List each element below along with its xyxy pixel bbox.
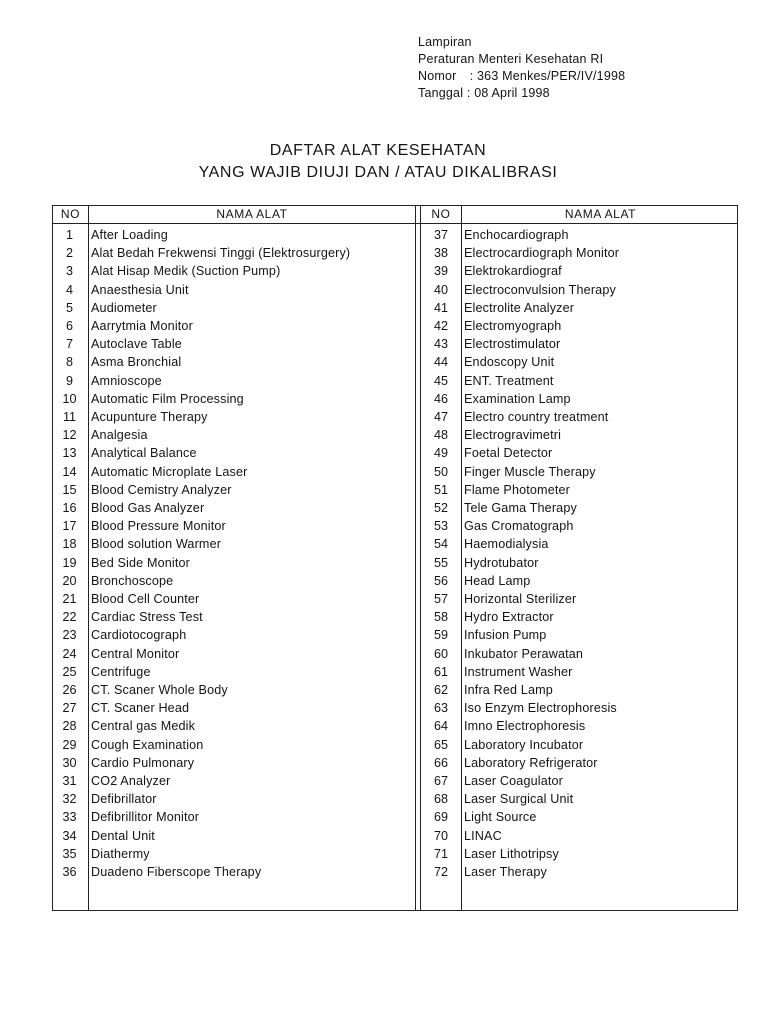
item-name: Elektrokardiograf [464, 264, 562, 279]
item-name: Laser Lithotripsy [464, 846, 559, 861]
table-row [53, 262, 737, 280]
item-number: 40 [433, 282, 448, 297]
item-number: 53 [433, 519, 448, 534]
item-number: 57 [433, 592, 448, 606]
item-name: Blood Pressure Monitor [91, 519, 226, 534]
item-number: 15 [62, 482, 77, 497]
item-name: Autoclave Table [91, 337, 182, 352]
item-number: 7 [65, 337, 73, 352]
item-number: 11 [62, 410, 77, 424]
table-row [53, 808, 737, 826]
table-row [53, 226, 737, 244]
item-name: Finger Muscle Therapy [464, 464, 596, 479]
item-number: 38 [433, 246, 448, 261]
table-row [53, 426, 737, 444]
item-number: 63 [433, 701, 448, 716]
item-name: Imno Electrophoresis [464, 719, 586, 734]
item-number: 64 [433, 719, 448, 734]
column-header-name-right: NAMA ALAT [564, 207, 637, 221]
header-divider [53, 223, 737, 224]
item-number: 37 [433, 228, 448, 242]
item-number: 58 [433, 610, 448, 625]
tanggal-row [418, 85, 625, 102]
peraturan-line: Peraturan Menteri Kesehatan RI [418, 52, 604, 66]
item-number: 19 [62, 555, 77, 570]
item-number: 16 [62, 501, 77, 515]
item-number: 56 [433, 573, 448, 588]
item-name: Cardiotocograph [91, 628, 187, 643]
table-row [53, 372, 737, 390]
item-name: CT. Scaner Head [91, 701, 190, 716]
item-name: Amnioscope [91, 373, 162, 388]
table-row [53, 517, 737, 535]
item-name: Defibrillator [91, 792, 157, 807]
regulation-header [418, 34, 625, 102]
nomor-row [418, 68, 625, 85]
item-name: CO2 Analyzer [91, 774, 171, 788]
item-number: 55 [433, 555, 448, 570]
item-name: Endoscopy Unit [464, 355, 555, 370]
tanggal-label: Tanggal : [418, 86, 471, 100]
equipment-table [52, 205, 738, 911]
table-row [53, 626, 737, 644]
table-row [53, 535, 737, 553]
item-name: Blood Cell Counter [91, 592, 200, 606]
item-name: Blood Gas Analyzer [91, 501, 205, 515]
item-number: 26 [62, 683, 77, 697]
item-name: After Loading [91, 228, 168, 242]
item-name: Automatic Microplate Laser [91, 464, 248, 479]
item-number: 24 [62, 646, 77, 661]
item-name: Laboratory Refrigerator [464, 755, 598, 770]
item-name: Infusion Pump [464, 628, 547, 643]
item-name: Electrocardiograph Monitor [464, 246, 620, 261]
item-number: 54 [433, 537, 448, 552]
item-number: 52 [433, 501, 448, 515]
item-number: 62 [433, 683, 448, 697]
item-number: 67 [433, 774, 448, 788]
item-number: 14 [62, 464, 77, 479]
item-name: Centrifuge [91, 664, 151, 679]
item-number: 20 [62, 573, 77, 588]
item-number: 51 [433, 482, 448, 497]
item-name: Central Monitor [91, 646, 180, 661]
item-number: 50 [433, 464, 448, 479]
table-row [53, 863, 737, 881]
item-name: Electrolite Analyzer [464, 300, 575, 315]
item-name: Anaesthesia Unit [91, 282, 189, 297]
table-row [53, 481, 737, 499]
item-name: Electrostimulator [464, 337, 561, 352]
item-name: Infra Red Lamp [464, 683, 553, 697]
item-number: 36 [62, 865, 77, 879]
item-number: 29 [62, 737, 77, 752]
item-name: LINAC [464, 828, 502, 843]
table-row [53, 772, 737, 790]
table-row [53, 736, 737, 754]
item-name: Diathermy [91, 846, 150, 861]
item-number: 68 [433, 792, 448, 807]
tanggal-value: 08 April 1998 [474, 86, 550, 100]
item-name: Blood solution Warmer [91, 537, 222, 552]
item-number: 61 [433, 664, 448, 679]
item-name: Bronchoscope [91, 573, 174, 588]
table-row [53, 645, 737, 663]
item-name: Horizontal Sterilizer [464, 592, 577, 606]
nomor-label: Nomor [418, 69, 457, 83]
item-number: 65 [433, 737, 448, 752]
item-name: Electroconvulsion Therapy [464, 282, 616, 297]
item-name: Gas Cromatograph [464, 519, 574, 534]
item-number: 33 [62, 810, 77, 825]
column-header-name-left: NAMA ALAT [216, 207, 288, 221]
table-row [53, 244, 737, 262]
item-name: Laboratory Incubator [464, 737, 584, 752]
item-number: 25 [62, 664, 77, 679]
item-number: 49 [433, 446, 448, 461]
item-number: 5 [65, 300, 73, 315]
item-name: Electromyograph [464, 319, 562, 333]
table-row [53, 827, 737, 845]
item-number: 72 [433, 865, 448, 879]
item-name: Electrogravimetri [464, 428, 562, 443]
table-row [53, 317, 737, 335]
item-name: Analytical Balance [91, 446, 197, 461]
item-name: Enchocardiograph [464, 228, 569, 242]
item-name: Head Lamp [464, 573, 531, 588]
item-number: 3 [65, 264, 73, 279]
item-number: 43 [433, 337, 448, 352]
item-number: 41 [433, 300, 448, 315]
item-name: CT. Scaner Whole Body [91, 683, 228, 697]
item-number: 2 [65, 246, 73, 261]
item-name: Analgesia [91, 428, 148, 443]
table-row [53, 444, 737, 462]
document-subtitle: YANG WAJIB DIUJI DAN / ATAU DIKALIBRASI [198, 164, 558, 181]
item-number: 47 [433, 410, 448, 424]
table-row [53, 590, 737, 608]
item-name: Examination Lamp [464, 391, 571, 406]
item-number: 9 [65, 373, 73, 388]
table-row [53, 608, 737, 626]
nomor-value: : 363 Menkes/PER/IV/1998 [469, 69, 626, 83]
item-number: 13 [62, 446, 77, 461]
item-number: 1 [65, 228, 73, 242]
item-number: 46 [433, 391, 448, 406]
table-row [53, 554, 737, 572]
item-number: 32 [62, 792, 77, 807]
table-row [53, 281, 737, 299]
table-row [53, 681, 737, 699]
item-name: Audiometer [91, 300, 157, 315]
item-name: Inkubator Perawatan [464, 646, 584, 661]
item-number: 70 [433, 828, 448, 843]
table-row [53, 463, 737, 481]
item-number: 71 [433, 846, 448, 861]
item-name: Cough Examination [91, 737, 204, 752]
item-name: Laser Surgical Unit [464, 792, 574, 807]
item-number: 28 [62, 719, 77, 734]
table-row [53, 499, 737, 517]
table-row [53, 572, 737, 590]
table-row [53, 754, 737, 772]
item-name: Dental Unit [91, 828, 155, 843]
item-number: 35 [62, 846, 77, 861]
item-name: Hydrotubator [464, 555, 539, 570]
table-row [53, 408, 737, 426]
item-name: Duadeno Fiberscope Therapy [91, 865, 262, 879]
item-name: Alat Hisap Medik (Suction Pump) [91, 264, 281, 279]
item-number: 59 [433, 628, 448, 643]
item-number: 44 [433, 355, 448, 370]
item-number: 30 [62, 755, 77, 770]
item-name: Blood Cemistry Analyzer [91, 482, 232, 497]
item-number: 23 [62, 628, 77, 643]
item-name: Light Source [464, 810, 537, 825]
item-name: Defibrillitor Monitor [91, 810, 200, 825]
table-row [53, 845, 737, 863]
item-name: Flame Photometer [464, 482, 570, 497]
item-name: Tele Gama Therapy [464, 501, 577, 515]
item-name: ENT. Treatment [464, 373, 554, 388]
item-number: 27 [62, 701, 77, 716]
item-number: 69 [433, 810, 448, 825]
item-name: Aarrytmia Monitor [91, 319, 193, 333]
table-row [53, 663, 737, 681]
item-number: 8 [65, 355, 73, 370]
item-name: Automatic Film Processing [91, 391, 244, 406]
item-number: 12 [62, 428, 77, 443]
item-number: 66 [433, 755, 448, 770]
column-header-no-left: NO [60, 207, 81, 221]
item-name: Asma Bronchial [91, 355, 182, 370]
table-row [53, 353, 737, 371]
item-number: 18 [62, 537, 77, 552]
item-number: 6 [65, 319, 73, 333]
table-row [53, 390, 737, 408]
item-number: 39 [433, 264, 448, 279]
item-number: 4 [65, 282, 73, 297]
document-title: DAFTAR ALAT KESEHATAN [269, 142, 487, 159]
table-row [53, 717, 737, 735]
item-name: Electro country treatment [464, 410, 609, 424]
table-row [53, 699, 737, 717]
item-name: Central gas Medik [91, 719, 196, 734]
item-number: 48 [433, 428, 448, 443]
item-name: Instrument Washer [464, 664, 573, 679]
item-name: Cardiac Stress Test [91, 610, 203, 625]
item-name: Cardio Pulmonary [91, 755, 195, 770]
item-number: 17 [62, 519, 77, 534]
item-number: 34 [62, 828, 77, 843]
table-row [53, 335, 737, 353]
item-name: Laser Coagulator [464, 774, 564, 788]
item-name: Alat Bedah Frekwensi Tinggi (Elektrosurgery) [91, 246, 351, 261]
item-number: 31 [62, 774, 77, 788]
item-name: Hydro Extractor [464, 610, 554, 625]
table-row [53, 790, 737, 808]
table-row [53, 299, 737, 317]
item-name: Bed Side Monitor [91, 555, 191, 570]
item-number: 42 [433, 319, 448, 333]
item-name: Iso Enzym Electrophoresis [464, 701, 617, 716]
item-name: Laser Therapy [464, 865, 547, 879]
column-header-no-right: NO [431, 207, 451, 221]
item-name: Haemodialysia [464, 537, 549, 552]
item-name: Foetal Detector [464, 446, 553, 461]
item-number: 45 [433, 373, 448, 388]
item-number: 22 [62, 610, 77, 625]
item-number: 21 [62, 592, 77, 606]
item-number: 60 [433, 646, 448, 661]
lampiran-label: Lampiran [418, 35, 472, 49]
item-number: 10 [62, 391, 77, 406]
item-name: Acupunture Therapy [91, 410, 208, 424]
